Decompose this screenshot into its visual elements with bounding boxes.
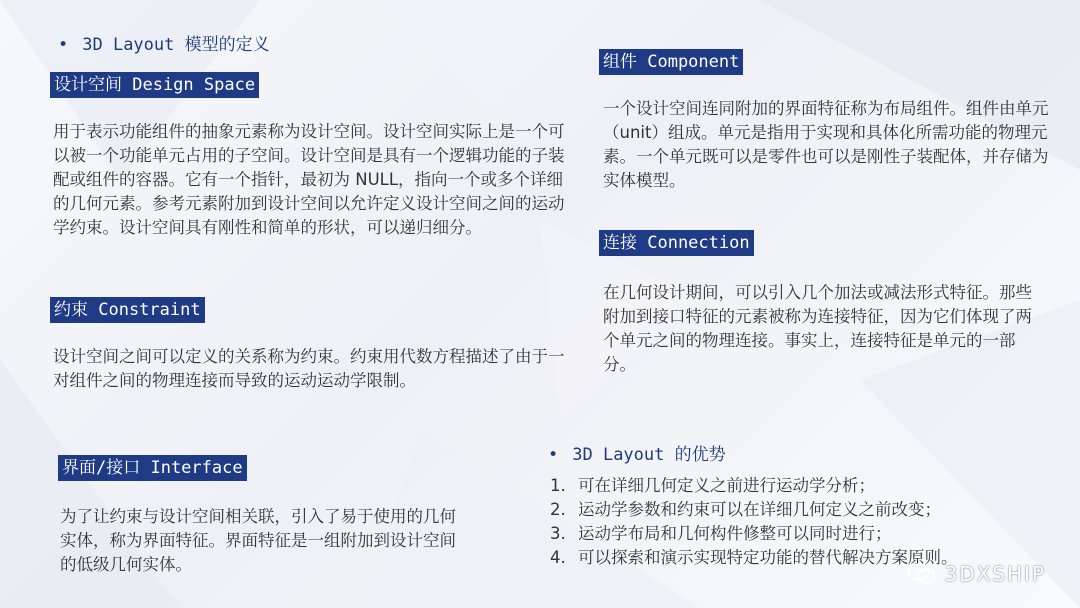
advantages-title: • 3D Layout 的优势	[548, 445, 726, 465]
constraint-label: 约束 Constraint	[50, 297, 205, 323]
constraint-text: 设计空间之间可以定义的关系称为约束。约束用代数方程描述了由于一对组件之间的物理连接而导致的运动运动学限制。	[53, 347, 565, 390]
interface-label: 界面/接口 Interface	[58, 455, 247, 481]
component-label: 组件 Component	[599, 49, 743, 75]
advantages-list	[550, 474, 958, 570]
bullet-icon: •	[548, 445, 559, 465]
list-item: 4. 可以探索和演示实现特定功能的替代解决方案原则。	[550, 548, 958, 567]
design-space-text: 用于表示功能组件的抽象元素称为设计空间。设计空间实际上是一个可以被一个功能单元占用的子空间。设计空间是具有一个逻辑功能的子装配或组件的容器。它有一个指针，最初为 NULL，指向一个或多个详细的几何元素。参考元素附加到设计空间以允许定义设计空间之间的运动学约束。设计空间具有刚性和简单的形状，可以递归细分。	[53, 122, 565, 237]
component-text: 一个设计空间连同附加的界面特征称为布局组件。组件由单元（unit）组成。单元是指用于实现和具体化所需功能的物理元素。一个单元既可以是零件也可以是刚性子装配体，并存储为实体模型。	[603, 99, 1049, 190]
watermark: 3DXSHIP	[908, 562, 1046, 586]
connection-label: 连接 Connection	[599, 230, 754, 256]
list-item: 2. 运动学参数和约束可以在详细几何定义之前改变；	[550, 500, 941, 519]
left-section-title: • 3D Layout 模型的定义	[58, 35, 270, 55]
list-item: 1. 可在详细几何定义之前进行运动学分析；	[550, 476, 875, 495]
connection-text: 在几何设计期间，可以引入几个加法或减法形式特征。那些附加到接口特征的元素被称为连接特征，因为它们体现了两个单元之间的物理连接。事实上，连接特征是单元的一部分。	[603, 283, 1032, 374]
wechat-icon	[908, 562, 936, 586]
design-space-label: 设计空间 Design Space	[50, 72, 259, 98]
bullet-icon: •	[58, 35, 69, 55]
list-item: 3. 运动学布局和几何构件修整可以同时进行；	[550, 524, 892, 543]
interface-text: 为了让约束与设计空间相关联，引入了易于使用的几何实体，称为界面特征。界面特征是一组附加到设计空间的低级几何实体。	[60, 507, 456, 574]
